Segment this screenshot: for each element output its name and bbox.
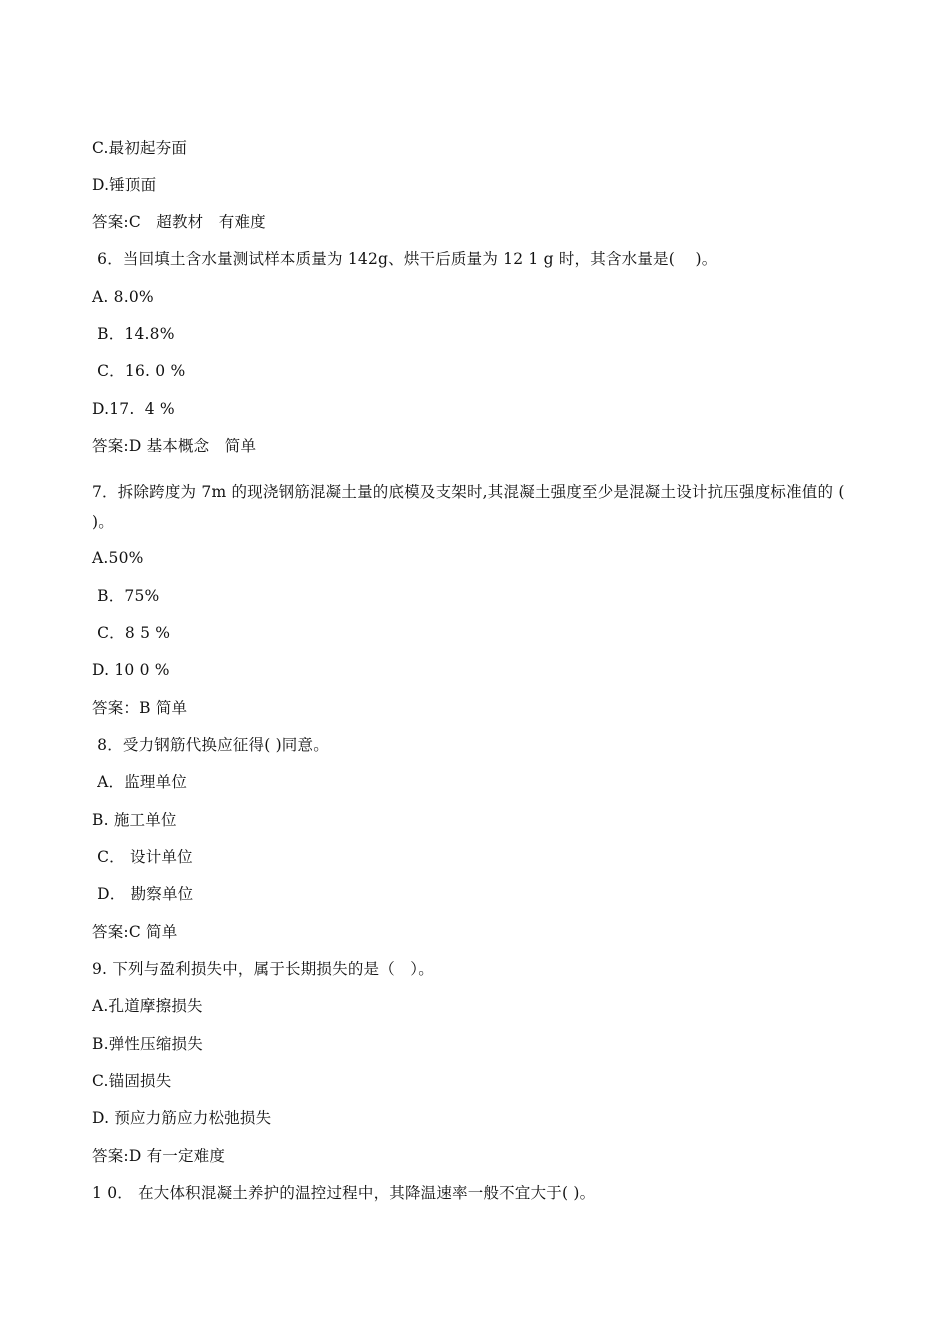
answer-q6: 答案:D 基本概念 简单 [92, 437, 257, 455]
option-b-q9: B.弹性压缩损失 [92, 1035, 203, 1053]
option-c-q9: C.锚固损失 [92, 1072, 172, 1090]
question-10: 1 0． 在大体积混凝土养护的温控过程中，其降温速率一般不宜大于( )。 [92, 1184, 596, 1202]
option-c-q7: C．8 5 % [92, 624, 171, 642]
option-d-q6: D.17. 4 % [92, 400, 175, 418]
option-b-q8: B. 施工单位 [92, 811, 177, 829]
option-a-q6: A. 8.0% [92, 288, 154, 306]
question-7: 7．拆除跨度为 7m 的现浇钢筋混凝土量的底模及支架时,其混凝土强度至少是混凝土设计抗压强度标准值的 ( )。 [92, 483, 845, 531]
option-b-q7: B．75% [92, 587, 160, 605]
option-d-q7: D. 10 0 % [92, 661, 170, 679]
option-d-q5: D.锤顶面 [92, 176, 157, 194]
option-a-q9: A.孔道摩擦损失 [92, 997, 203, 1015]
answer-q5: 答案:C 超教材 有难度 [92, 213, 266, 231]
answer-q8: 答案:C 简单 [92, 923, 178, 941]
option-c-q8: C． 设计单位 [92, 848, 193, 866]
option-d-q9: D. 预应力筋应力松弛损失 [92, 1109, 272, 1127]
question-9: 9. 下列与盈利损失中，属于长期损失的是（ ）。 [92, 960, 434, 978]
option-c-q5: C.最初起夯面 [92, 139, 188, 157]
option-d-q8: D． 勘察单位 [92, 885, 194, 903]
option-b-q6: B．14.8% [92, 325, 175, 343]
question-6: 6．当回填土含水量测试样本质量为 142g、烘干后质量为 12 1 g 时，其含水量是( )。 [92, 250, 718, 268]
option-a-q7: A.50% [92, 549, 144, 567]
option-a-q8: A．监理单位 [92, 773, 188, 791]
answer-q7: 答案：B 简单 [92, 699, 188, 717]
question-8: 8．受力钢筋代换应征得( )同意。 [92, 736, 329, 754]
option-c-q6: C．16. 0 % [92, 362, 186, 380]
answer-q9: 答案:D 有一定难度 [92, 1147, 226, 1165]
